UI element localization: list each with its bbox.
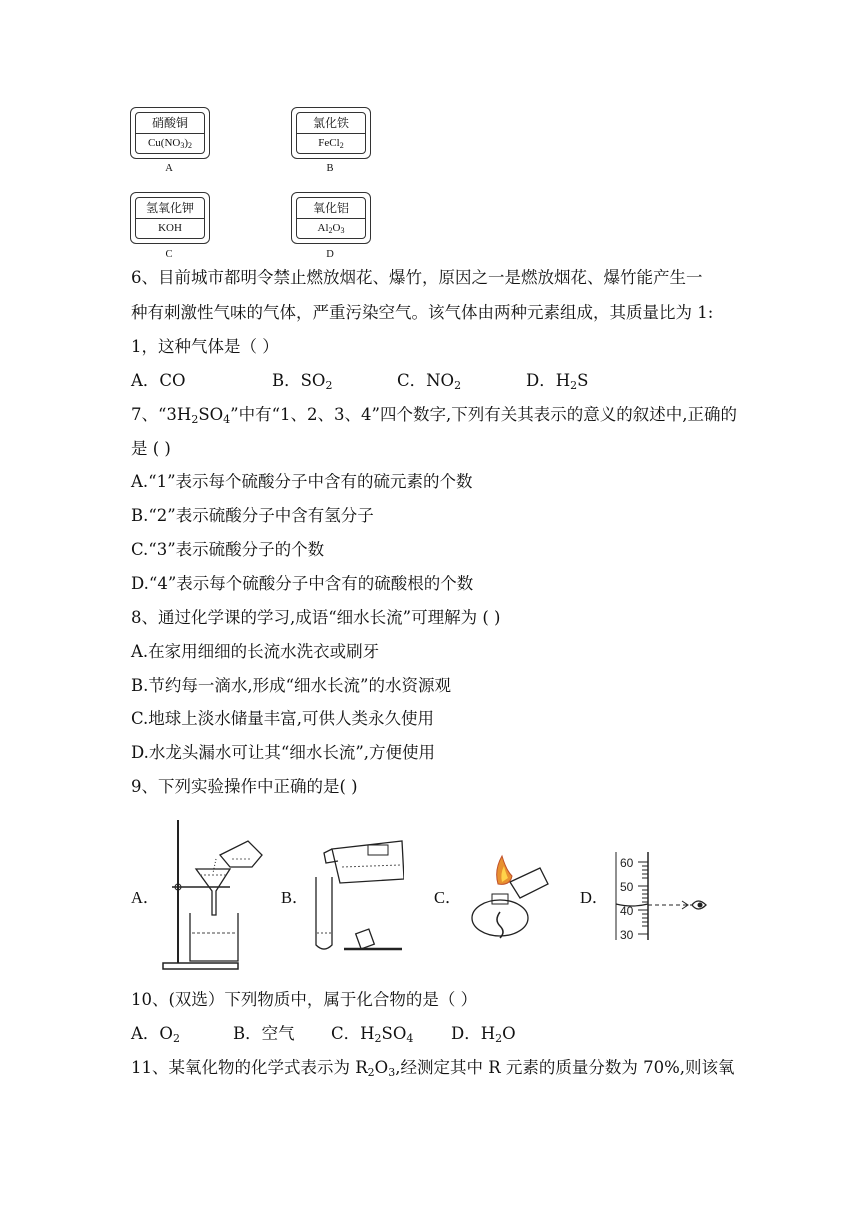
cylinder-tick-40: 40	[620, 904, 634, 918]
q7-line-1: 7、“$3H_2SO_4$”中有“1、2、3、4”四个数字,下列有关其表示的意义的叙述中,正确的	[131, 405, 737, 426]
pouring-liquid-figure	[304, 835, 404, 955]
q7-option-c: C.“3”表示硫酸分子的个数	[131, 540, 325, 559]
q6-option-b: B．$SO_2$	[272, 371, 333, 392]
reagent-formula: $Cu(NO_3)_2$	[147, 137, 193, 150]
q10-option-b: B．空气	[233, 1024, 295, 1043]
q10-option-c: C．$H_2SO_4$	[331, 1024, 414, 1045]
label-letter-c: C	[165, 249, 173, 260]
reagent-label-b	[291, 107, 371, 159]
reagent-label-c	[130, 192, 210, 244]
q8-line-1: 8、通过化学课的学习,成语“细水长流”可理解为 ( )	[131, 608, 501, 627]
q8-option-d: D.水龙头漏水可让其“细水长流”,方便使用	[131, 743, 436, 762]
reagent-name: 氧化铝	[297, 199, 365, 219]
q6-option-d: D．$H_2S$	[526, 371, 589, 392]
label-letter-a: A	[165, 163, 173, 174]
label-letter-d: D	[326, 249, 334, 260]
q7-line-2: 是 ( )	[131, 439, 171, 458]
alcohol-lamp-figure	[462, 848, 557, 948]
reagent-name: 硝酸铜	[136, 114, 204, 134]
q10-option-a: A．$O_2$	[131, 1024, 180, 1045]
q10-option-d: D．$H_2O$	[451, 1024, 516, 1045]
q7-option-b: B.“2”表示硫酸分子中含有氢分子	[131, 506, 374, 525]
q9-letter-d: D．	[580, 888, 609, 907]
cylinder-tick-30: 30	[620, 928, 634, 942]
cylinder-tick-60: 60	[620, 856, 634, 870]
q7-option-a: A.“1”表示每个硫酸分子中含有的硫元素的个数	[131, 472, 473, 491]
q9-letter-a: A．	[131, 888, 160, 907]
graduated-cylinder-figure	[612, 850, 710, 945]
label-letter-b: B	[326, 163, 334, 174]
cylinder-tick-50: 50	[620, 880, 634, 894]
q8-option-b: B.节约每一滴水,形成“细水长流”的水资源观	[131, 676, 451, 695]
reagent-name: 氢氧化钾	[136, 199, 204, 219]
q6-line-3: 1，这种气体是（ ）	[131, 337, 279, 356]
reagent-formula: KOH	[158, 222, 182, 234]
reagent-name: 氯化铁	[297, 114, 365, 134]
reagent-formula: $Al_2O_3$	[317, 222, 345, 235]
q8-option-c: C.地球上淡水储量丰富,可供人类永久使用	[131, 709, 435, 728]
q7-option-d: D.“4”表示每个硫酸分子中含有的硫酸根的个数	[131, 574, 474, 593]
q6-option-c: C．$NO_2$	[397, 371, 462, 392]
q10-line-1: 10、(双选）下列物质中，属于化合物的是（ ）	[131, 990, 478, 1009]
q11-line-1: 11、某氧化物的化学式表示为 $R_2O_3$,经测定其中 R 元素的质量分数为 70%,则该氧	[131, 1058, 735, 1079]
reagent-label-a	[130, 107, 210, 159]
filtration-apparatus-figure	[160, 815, 270, 975]
q6-line-2: 种有刺激性气味的气体，严重污染空气。该气体由两种元素组成，其质量比为 1:	[131, 303, 714, 322]
q6-line-1: 6、目前城市都明令禁止燃放烟花、爆竹，原因之一是燃放烟花、爆竹能产生一	[131, 268, 703, 287]
q6-option-a: A．CO	[131, 371, 186, 390]
q9-letter-b: B．	[281, 888, 309, 907]
reagent-formula: FeCl$_2$	[318, 137, 344, 150]
q9-line-1: 9、下列实验操作中正确的是( )	[131, 777, 358, 796]
q9-letter-c: C．	[434, 888, 462, 907]
q8-option-a: A.在家用细细的长流水洗衣或刷牙	[131, 642, 380, 661]
reagent-label-d	[291, 192, 371, 244]
